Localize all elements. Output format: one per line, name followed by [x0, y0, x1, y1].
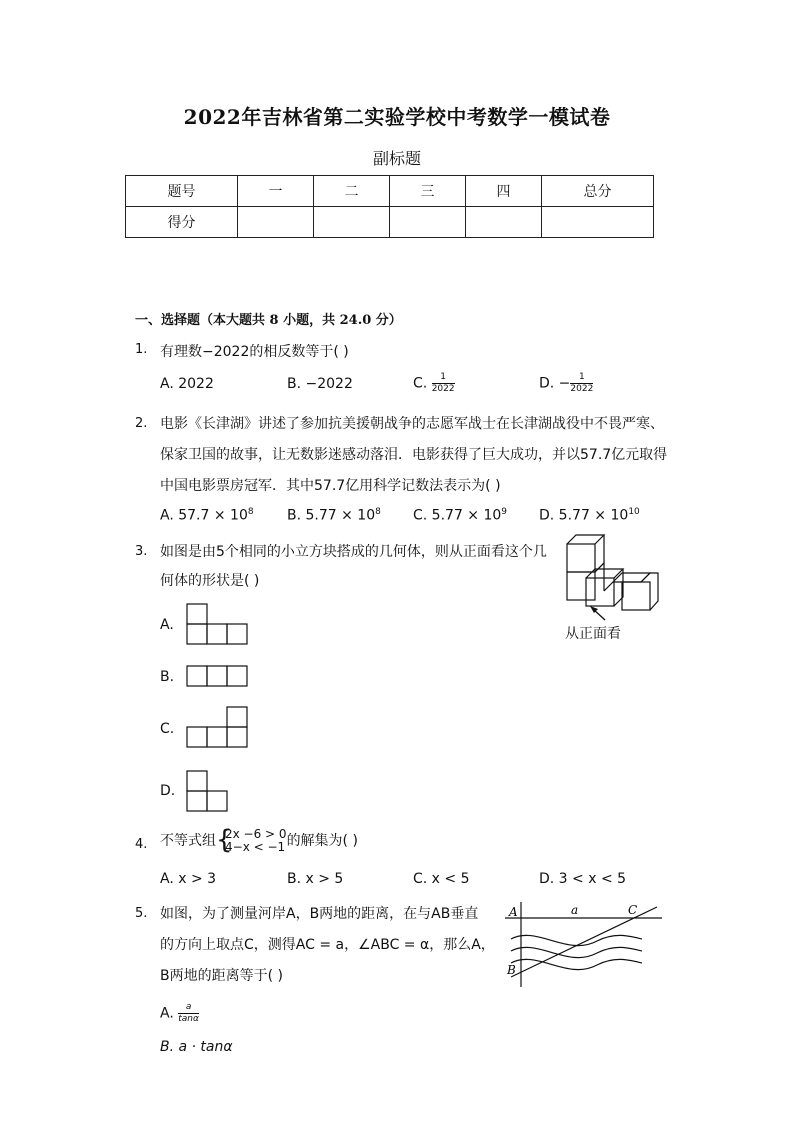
q2-option-a [160, 507, 254, 524]
inequality-2: 4−x < −1 [225, 840, 286, 854]
q5-option-b: B. a · tanα [160, 1039, 233, 1055]
cube-side [595, 563, 604, 591]
fraction [432, 372, 455, 395]
q5-option-a [160, 1002, 199, 1025]
point-c-label: C [628, 903, 638, 917]
cube-face [586, 578, 614, 606]
question-number: 2. [135, 416, 148, 431]
q5-option-a-label: A. [160, 1005, 174, 1022]
q1-option-c [413, 372, 455, 395]
q2-option-b [287, 507, 381, 524]
page-subtitle: 副标题 [372, 149, 421, 168]
score-header-cell: 总分 [542, 176, 654, 207]
fraction-denominator: 2022 [570, 384, 594, 394]
exponent: 8 [247, 507, 254, 517]
q2-option-d-text: D. 5.77 × 10 [539, 507, 629, 524]
q3-option-b-figure [186, 665, 250, 688]
q3-option-c-label: C. [160, 721, 175, 737]
fraction [178, 1002, 199, 1025]
fraction [570, 372, 593, 395]
question-5-line-3: B两地的距离等于( ) [160, 968, 283, 984]
q1-option-b: B. −2022 [287, 376, 353, 392]
point-b-label: B [507, 963, 516, 977]
inequality-1: 2x −6 > 0 [225, 827, 287, 841]
question-3-line-2: 何体的形状是( ) [160, 573, 260, 589]
q1-option-a: A. 2022 [160, 376, 214, 392]
question-2-line-1: 电影《长津湖》讲述了参加抗美援朝战争的志愿军战士在长津湖战役中不畏严寒、 [160, 416, 664, 432]
score-header-cell: 四 [466, 176, 542, 207]
question-number: 5. [135, 906, 148, 921]
score-table-header-row [126, 176, 654, 207]
cube-side [650, 573, 658, 610]
exponent: 9 [501, 507, 508, 517]
fraction-numerator: 1 [432, 372, 455, 384]
q3-option-d-label: D. [160, 783, 176, 799]
question-number: 4. [135, 837, 148, 852]
question-4-prefix: 不等式组 [160, 833, 216, 849]
q4-option-d: D. 3 < x < 5 [539, 871, 627, 887]
q1-option-d [539, 372, 593, 395]
q4-option-a: A. x > 3 [160, 871, 217, 887]
q3-option-a-label: A. [160, 617, 174, 633]
q4-option-b: B. x > 5 [287, 871, 344, 887]
score-header-cell: 三 [390, 176, 466, 207]
q3-option-c-figure [186, 706, 250, 748]
cube-face [622, 582, 650, 610]
score-cell [542, 207, 654, 238]
q2-option-b-text: B. 5.77 × 10 [287, 507, 376, 524]
score-cell [390, 207, 466, 238]
q3-option-b-label: B. [160, 669, 175, 685]
question-2-line-2: 保家卫国的故事，让无数影迷感动落泪．电影获得了巨大成功，并以57.7亿元取得 [160, 447, 668, 463]
fraction-denominator: 2022 [431, 384, 455, 394]
point-a-label: A [509, 905, 518, 919]
question-number: 1. [135, 342, 148, 357]
page-title: 2022年吉林省第二实验学校中考数学一模试卷 [183, 105, 611, 129]
score-header-cell: 题号 [126, 176, 238, 207]
score-cell [314, 207, 390, 238]
fraction-numerator: 1 [570, 372, 593, 384]
cube-top [567, 535, 604, 544]
cube-side [595, 535, 604, 572]
q3-option-d-figure [186, 770, 230, 812]
q2-option-c-text: C. 5.77 × 10 [413, 507, 502, 524]
left-brace-icon: { [216, 825, 233, 855]
q4-option-c: C. x < 5 [413, 871, 470, 887]
q3-option-a-figure [186, 603, 250, 645]
cube-solid-figure [560, 530, 670, 625]
q2-option-a-text: A. 57.7 × 10 [160, 507, 248, 524]
fraction-denominator: tanα [178, 1014, 199, 1024]
arrow-icon [590, 606, 605, 620]
cube-face [567, 572, 595, 600]
q2-option-d [539, 507, 640, 524]
score-row-label: 得分 [126, 207, 238, 238]
score-header-cell: 二 [314, 176, 390, 207]
score-cell [238, 207, 314, 238]
river-bank [511, 935, 642, 945]
score-table [125, 175, 654, 238]
score-header-cell: 一 [238, 176, 314, 207]
score-cell [466, 207, 542, 238]
question-5-line-2: 的方向上取点C，测得AC = a，∠ABC = α，那么A， [160, 937, 495, 953]
q2-option-c [413, 507, 507, 524]
section-heading: 一、选择题（本大题共 8 小题，共 24.0 分） [135, 313, 402, 328]
cube-face [567, 544, 595, 572]
q1-option-c-label: C. [413, 375, 428, 392]
exponent: 8 [375, 507, 381, 517]
question-1-text: 有理数−2022的相反数等于( ) [160, 344, 349, 360]
cube-edge [641, 573, 650, 582]
question-5-line-1: 如图，为了测量河岸A，B两地的距离，在与AB垂直 [160, 906, 479, 922]
exponent: 10 [628, 507, 640, 517]
score-table-score-row [126, 207, 654, 238]
figure-caption: 从正面看 [565, 626, 621, 642]
question-2-line-3: 中国电影票房冠军．其中57.7亿用科学记数法表示为( ) [160, 478, 501, 494]
inequality-system [216, 825, 287, 855]
q1-option-d-label: D. − [539, 375, 571, 392]
question-3-line-1: 如图是由5个相同的小立方块搭成的几何体，则从正面看这个几 [160, 544, 547, 560]
question-number: 3. [135, 544, 148, 559]
river-bank [511, 947, 642, 957]
question-4-suffix: 的解集为( ) [286, 833, 358, 849]
question-4-text [160, 825, 358, 855]
river-figure [497, 897, 667, 989]
fraction-numerator: a [178, 1002, 199, 1014]
segment-a-label: a [571, 903, 579, 917]
